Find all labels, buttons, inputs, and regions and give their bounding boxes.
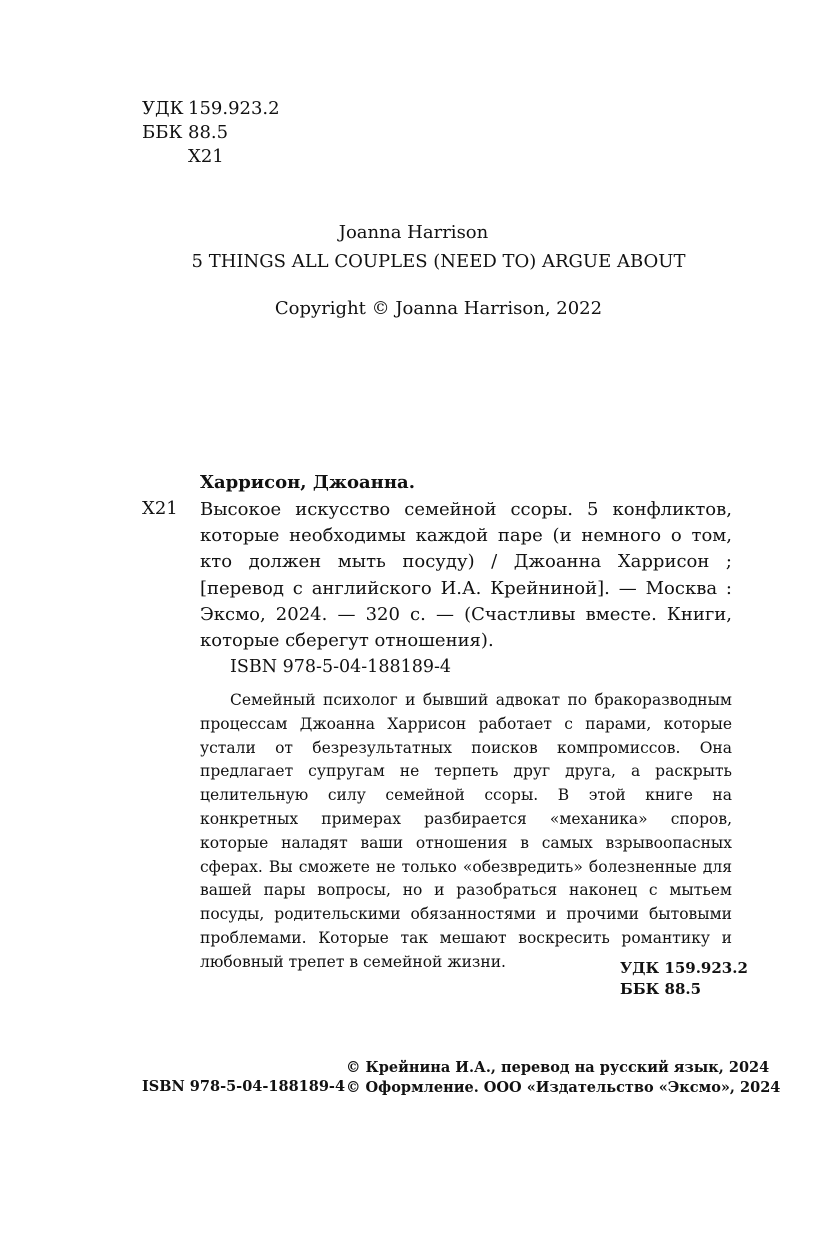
catalog-author-heading: Харрисон, Джоанна. bbox=[200, 472, 415, 493]
author-mark-row bbox=[142, 145, 280, 169]
original-title: 5 THINGS ALL COUPLES (NEED TO) ARGUE ABOUT bbox=[191, 251, 686, 272]
bbk-label: ББК bbox=[142, 122, 183, 143]
footer-copyrights bbox=[346, 1058, 780, 1098]
translation-copyright: © Крейнина И.А., перевод на русский язык, 2024 bbox=[346, 1059, 770, 1076]
catalog-author-mark: Х21 bbox=[142, 498, 178, 519]
right-bbk: ББК 88.5 bbox=[620, 980, 702, 998]
right-classification-codes bbox=[620, 958, 748, 1000]
footer-isbn: ISBN 978-5-04-188189-4 bbox=[142, 1078, 346, 1095]
author-mark: Х21 bbox=[188, 146, 224, 167]
bbk-row bbox=[142, 121, 280, 145]
original-author: Joanna Harrison bbox=[338, 222, 489, 243]
udk-value: 159.923.2 bbox=[188, 98, 280, 119]
original-copyright: Copyright © Joanna Harrison, 2022 bbox=[274, 298, 603, 319]
design-copyright: © Оформление. ООО «Издательство «Эксмо», 2024 bbox=[346, 1079, 781, 1096]
catalog-isbn: ISBN 978-5-04-188189-4 bbox=[230, 657, 452, 677]
udk-row bbox=[142, 97, 280, 121]
right-udk: УДК 159.923.2 bbox=[620, 959, 748, 977]
book-annotation: Семейный психолог и бывший адвокат по бракоразводным процессам Джоанна Харрисон работает с парами, которые устали от безрезультатных поисков компромиссов. Она предлагает супругам не терпеть друг друга, а раскрыть целительную силу семейной ссоры. В этой книге на конкретных примерах разбирается «механика» споров, которые наладят ваши отношения в самых взрывоопасных сферах. Вы сможете не только «обезвредить» болезненные для вашей пары вопросы, но и разобраться наконец с мытьем посуды, родительскими обязанностями и прочими бытовыми проблемами. Которые так мешают воскресить романтику и любовный трепет в семейной жизни. bbox=[200, 691, 732, 971]
udk-label: УДК bbox=[142, 98, 184, 119]
bbk-value: 88.5 bbox=[188, 122, 229, 143]
catalog-description: Высокое искусство семейной ссоры. 5 конфликтов, которые необходимы каждой паре (и немного о том, кто должен мыть посуду) / Джоанна Харрисон ; [перевод с английского И.А. Крейниной]. — Москва : Эксмо, 2024. — 320 с. — (Счастливы вместе. Книги, которые сберегут отношения). bbox=[200, 499, 732, 652]
top-classification-codes bbox=[142, 97, 280, 169]
